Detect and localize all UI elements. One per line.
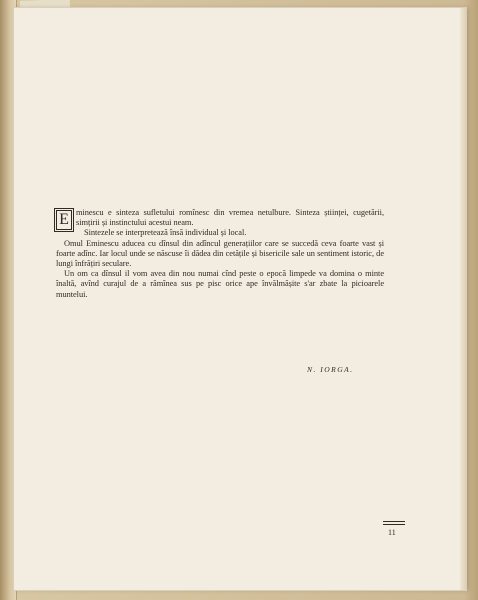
- page-edge: [460, 8, 466, 590]
- page-number-rule-bottom: [383, 524, 405, 525]
- drop-cap: E: [56, 210, 72, 230]
- paragraph-4: Un om ca dînsul il vom avea din nou numai cînd peste o epocă limpede va domina o minte înaltă, avînd curajul de a rămînea sus pe pisc orice ape învălmășite s'ar zbate la picioarele muntelui.: [56, 269, 384, 299]
- page-number: 11: [388, 528, 396, 537]
- paragraph-2: Sintezele se interpretează însă individual și local.: [84, 228, 247, 238]
- body-text: [56, 208, 384, 300]
- paragraph-3: Omul Eminescu aducea cu dînsul din adîncul generațiilor care se succedă ceva foarte vast și foarte adînc. Iar locul unde se născuse îi dădea din cetățile și bisericile sale un sentiment istoric, de lungi înfrățiri seculare.: [56, 238, 384, 269]
- author-signature: N. IORGA.: [307, 365, 354, 374]
- page-number-rule-top: [383, 521, 405, 522]
- paragraph-1-text: minescu e sinteza sufletului romînesc din vremea netulbure. Sinteza științei, cugetării, simțirii și instinctului acestui neam.: [76, 208, 384, 228]
- paragraph-1: [56, 208, 384, 228]
